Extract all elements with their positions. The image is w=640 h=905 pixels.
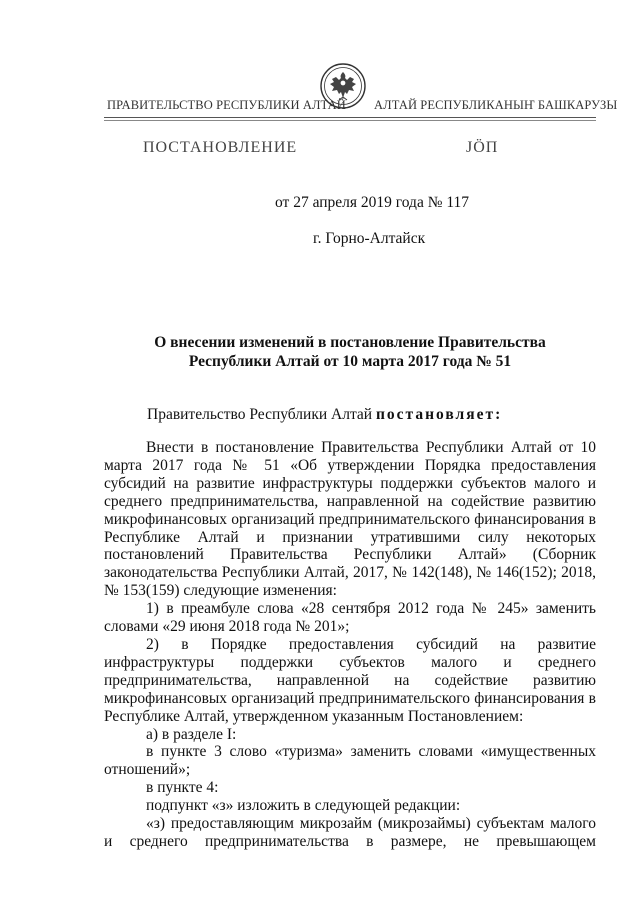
doc-type-ru: ПОСТАНОВЛЕНИЕ <box>143 139 298 156</box>
document-date-number: от 27 апреля 2019 года № 117 <box>275 194 470 211</box>
header-org-name-ru: ПРАВИТЕЛЬСТВО РЕСПУБЛИКИ АЛТАЙ <box>107 98 346 112</box>
document-body <box>104 439 596 851</box>
resolves-prefix: Правительство Республики Алтай <box>147 406 376 423</box>
body-paragraph: а) в разделе I: <box>146 725 237 743</box>
header-org-name-alt: АЛТАЙ РЕСПУБЛИКАНЫҤ БАШКАРУЗЫ <box>374 98 618 112</box>
document-city: г. Горно-Алтайск <box>313 230 426 247</box>
body-paragraph: подпункт «з» изложить в следующей редакции: <box>146 797 461 815</box>
doc-type-alt: ЈÖП <box>466 139 499 156</box>
body-paragraph: 1) в преамбуле слова «28 сентября 2012 года № 245» заменить словами «29 июня 2018 года № 201»; <box>104 600 596 636</box>
body-paragraph: «з) предоставляющим микрозайм (микрозаймы) субъектам малого и среднего предпринимательства в размере, не превышающем <box>104 815 596 850</box>
body-paragraph: Внести в постановление Правительства Республики Алтай от 10 марта 2017 года № 51 «Об утверждении Порядка предоставления субсидий на развитие инфраструктуры поддержки субъектов малого и среднего предпринимательства, направленной на содействие развитию микрофинансовых организаций предпринимательского финансирования в Республике Алтай и признании утратившими силу некоторых постановлений Правительства Республики Алтай» (Сборник законодательства Республики Алтай, 2017, № 142(148), № 146(152); 2018, № 153(159) следующие изменения: <box>104 439 596 600</box>
body-paragraph: в пункте 3 слово «туризма» заменить словами «имущественных отношений»; <box>104 743 596 779</box>
header-rule-thin <box>104 120 596 121</box>
document-title <box>104 333 596 371</box>
title-line-1: О внесении изменений в постановление Правительства <box>154 334 546 351</box>
header-rule <box>104 117 596 118</box>
resolves-verb: постановляет: <box>375 406 503 423</box>
body-paragraph: в пункте 4: <box>146 779 219 797</box>
resolves-line <box>147 406 502 424</box>
title-line-2: Республики Алтай от 10 марта 2017 года № 51 <box>188 353 512 370</box>
body-paragraph: 2) в Порядке предоставления субсидий на развитие инфраструктуры поддержки субъектов малого и среднего предпринимательства, направленной на содействие развитию микрофинансовых организаций предпринимательского финансирования в Республике Алтай, утвержденном указанным Постановлением: <box>104 635 596 725</box>
